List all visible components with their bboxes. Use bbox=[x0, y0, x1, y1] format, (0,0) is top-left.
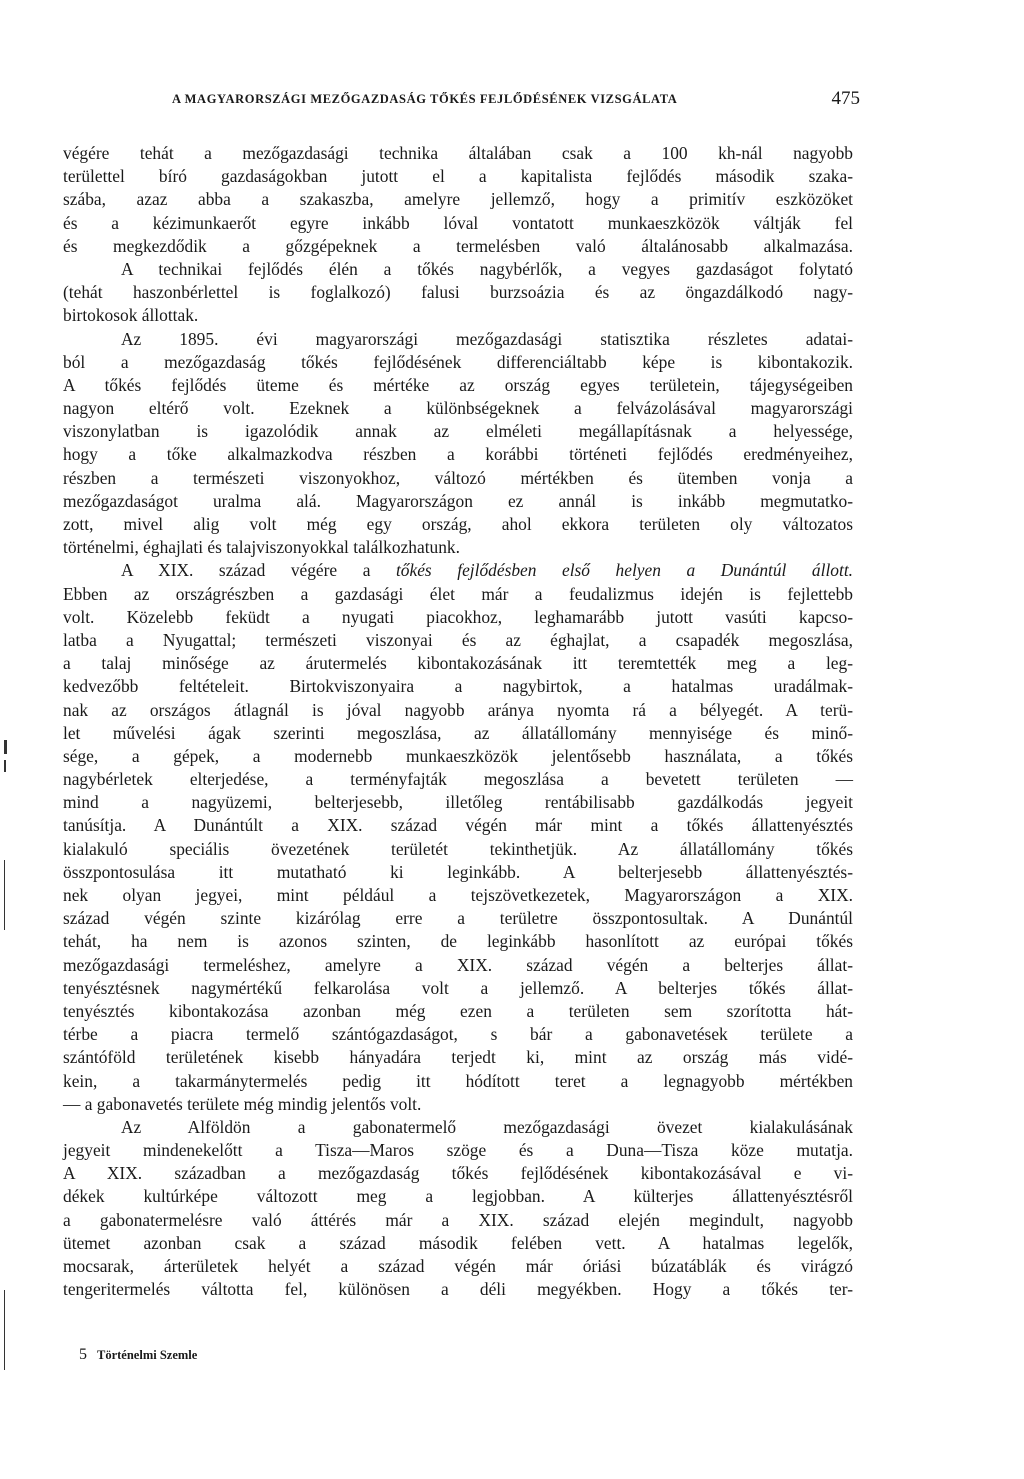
text-line: szába, azaz abba a szakaszba, amelyre jellemző, hogy a primitív eszközöket bbox=[63, 189, 853, 210]
margin-mark bbox=[4, 860, 5, 930]
text-line: és a kézimunkaerőt egyre inkább lóval vontatott munkaeszközök váltják fel bbox=[63, 212, 853, 233]
margin-mark bbox=[4, 1290, 5, 1370]
text-line: Ebben az országrészben a gazdasági élet már a feudalizmus idején is fejlettebb bbox=[63, 583, 853, 604]
text-line: (tehát haszonbérlettel is foglalkozó) falusi burzsoázia és az öngazdálkodó nagy- bbox=[63, 282, 853, 303]
text-line: nagybérletek elterjedése, a terményfajták megoszlása a bevetett területen — bbox=[63, 769, 853, 790]
text-line: tenyésztésnek nagymértékű felkarolása volt a jellemző. A belterjes tőkés állat- bbox=[63, 977, 853, 998]
text-line: — a gabonavetés területe még mindig jelentős volt. bbox=[63, 1093, 422, 1114]
text-line: let művelési ágak szerinti megoszlása, az állatállomány mennyisége és minő- bbox=[63, 722, 853, 743]
text-line: dékek kultúrképe változott meg a legjobban. A külterjes állattenyésztésről bbox=[63, 1186, 853, 1207]
text-line: Az 1895. évi magyarországi mezőgazdasági statisztika részletes adatai- bbox=[121, 328, 853, 349]
text-line: mind a nagyüzemi, belterjesebb, illetőleg rentábilisabb gazdálkodás jegyeit bbox=[63, 792, 853, 813]
text-line: A technikai fejlődés élén a tőkés nagybérlők, a vegyes gazdaságot folytató bbox=[121, 258, 853, 279]
text-line: A tőkés fejlődés üteme és mértéke az ország egyes területein, tájegységeiben bbox=[63, 374, 853, 395]
text-line bbox=[63, 559, 853, 582]
text-line: birtokosok állottak. bbox=[63, 305, 199, 326]
text-line: és megkezdődik a gőzgépeknek a termelésben való általánosabb alkalmazása. bbox=[63, 235, 853, 256]
page-number: 475 bbox=[831, 88, 860, 109]
text-run: A XIX. század végére a bbox=[121, 560, 396, 581]
text-line: nak az országos átlagnál is jóval nagyobb aránya nyomta rá a bélyegét. A terü- bbox=[63, 699, 853, 720]
text-line: területtel bíró gazdaságokban jutott el a kapitalista fejlődés második szaka- bbox=[63, 166, 853, 187]
text-line: tengeritermelés váltotta fel, különösen a déli megyékben. Hogy a tőkés ter- bbox=[63, 1279, 853, 1300]
margin-mark bbox=[4, 740, 7, 754]
text-line: mezőgazdaságot uralma alá. Magyarországon ez annál is inkább megmutatko- bbox=[63, 490, 853, 511]
text-line: sége, a gépek, a modernebb munkaeszközök jelentősebb használata, a tőkés bbox=[63, 745, 853, 766]
text-line: térbe a piacra termelő szántógazdaságot, s bár a gabonavetések területe a bbox=[63, 1024, 853, 1045]
text-line: nek olyan jegyei, mint például a tejszövetkezetek, Magyarországon a XIX. bbox=[63, 885, 853, 905]
text-line: történelmi, éghajlati és talajviszonyokkal találkozhatunk. bbox=[63, 537, 460, 558]
text-line: a talaj minősége az árutermelés kibontakozásának itt teremtették meg a leg- bbox=[63, 653, 853, 674]
text-line: tanúsítja. A Dunántúlt a XIX. század végén már mint a tőkés állattenyésztés bbox=[63, 815, 853, 836]
text-line: mezőgazdasági termeléshez, amelyre a XIX. század végén a belterjes állat- bbox=[63, 954, 853, 975]
text-line: zott, mivel alig volt még egy ország, ahol ekkora területen oly változatos bbox=[63, 514, 853, 534]
text-line: tehát, ha nem is azonos szinten, de leginkább hasonlított az európai tőkés bbox=[63, 931, 853, 952]
text-line: latba a Nyugattal; természeti viszonyai és az éghajlat, a csapadék megoszlása, bbox=[63, 629, 853, 650]
text-line: végére tehát a mezőgazdasági technika általában csak a 100 kh-nál nagyobb bbox=[63, 143, 853, 163]
text-line: viszonylatban is igazolódik annak az elméleti megállapításnak a helyessége, bbox=[63, 421, 853, 442]
text-line: nagyon eltérő volt. Ezeknek a különbségeknek a felvázolásával magyarországi bbox=[63, 398, 853, 419]
text-line: a gabonatermelésre való áttérés már a XIX. század elején megindult, nagyobb bbox=[63, 1209, 853, 1230]
text-line: század végén szinte kizárólag erre a területre összpontosultak. A Dunántúl bbox=[63, 908, 853, 929]
text-line: ütemet azonban csak a század második felében vett. A hatalmas legelők, bbox=[63, 1232, 853, 1253]
signature-title: Történelmi Szemle bbox=[97, 1348, 198, 1362]
text-line: kein, a takarmánytermelés pedig itt hódított teret a legnagyobb mértékben bbox=[63, 1070, 853, 1091]
text-line: A XIX. században a mezőgazdaság tőkés fejlődésének kibontakozásával e vi- bbox=[63, 1163, 853, 1184]
text-line: részben a természeti viszonyokhoz, változó mértékben és ütemben vonja a bbox=[63, 467, 853, 488]
body-text bbox=[63, 142, 853, 1301]
text-line: kialakuló speciális övezetének területét tekinthetjük. Az állatállomány tőkés bbox=[63, 838, 853, 859]
text-line: hogy a tőke alkalmazkodva részben a korábbi történeti fejlődés eredményeihez, bbox=[63, 444, 853, 465]
page-footer bbox=[79, 1346, 197, 1364]
margin-mark bbox=[4, 760, 6, 772]
text-line: Az Alföldön a gabonatermelő mezőgazdasági övezet kialakulásának bbox=[121, 1116, 853, 1137]
running-head: A MAGYARORSZÁGI MEZŐGAZDASÁG TŐKÉS FEJLŐDÉSÉNEK VIZSGÁLATA bbox=[172, 92, 678, 106]
signature-number: 5 bbox=[79, 1346, 87, 1363]
text-line: szántóföld területének kisebb hányadára terjedt ki, mint az ország más vidé- bbox=[63, 1047, 853, 1068]
text-line: kedvezőbb feltételeit. Birtokviszonyaira a nagybirtok, a hatalmas uradálmak- bbox=[63, 676, 853, 697]
text-line: tenyésztés kibontakozása azonban még ezen a területen sem szorította hát- bbox=[63, 1000, 853, 1021]
text-line: volt. Közelebb feküdt a nyugati piacokhoz, leghamarább jutott vasúti kapcso- bbox=[63, 606, 853, 627]
italic-phrase: tőkés fejlődésben első helyen a Dunántúl állott. bbox=[395, 560, 853, 581]
text-line: jegyeit mindenekelőtt a Tisza—Maros szöge és a Duna—Tisza köze mutatja. bbox=[63, 1140, 853, 1161]
text-line: összpontosulása itt mutatható ki leginkább. A belterjesebb állattenyésztés- bbox=[63, 861, 853, 882]
text-line: mocsarak, árterületek helyét a század végén már óriási búzatáblák és virágzó bbox=[63, 1256, 853, 1276]
text-line: ból a mezőgazdaság tőkés fejlődésének differenciáltabb képe is kibontakozik. bbox=[63, 351, 853, 372]
page-header bbox=[172, 88, 860, 114]
